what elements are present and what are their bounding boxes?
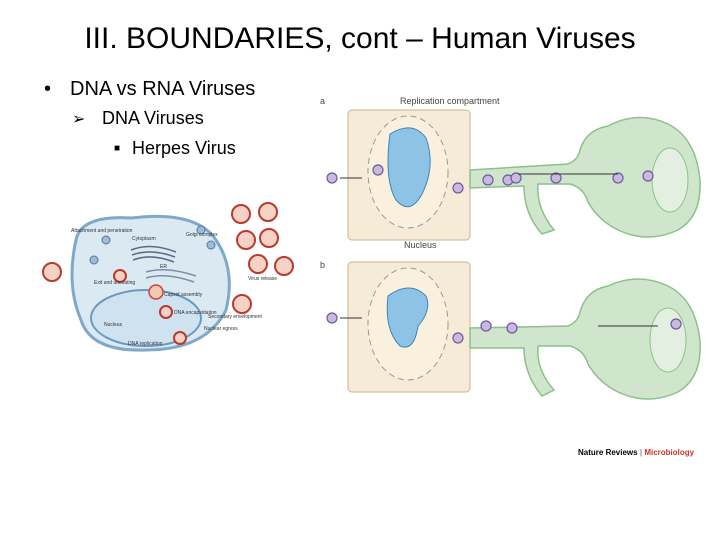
arrow-bullet-icon: ➢ [72, 111, 86, 128]
label-golgi: Golgi complex [186, 232, 218, 238]
capsid-icon [149, 285, 163, 299]
credit-separator: | [639, 448, 643, 457]
label-nuclear-egress: Nuclear egress [204, 326, 238, 332]
credit-journal: Nature Reviews [578, 448, 638, 457]
square-bullet-icon: ■ [114, 143, 121, 154]
bullet-dot-icon: • [44, 78, 52, 100]
slide-title: III. BOUNDARIES, cont – Human Viruses [84, 22, 636, 55]
label-cytoplasm: Cytoplasm [132, 236, 156, 242]
label-dna-encapsidation: DNA encapsidation [174, 310, 217, 316]
figure-credit [578, 448, 694, 457]
label-exit: Exit and uncoating [94, 280, 136, 286]
bullet-level1 [44, 78, 255, 101]
label-nucleus-a: Nucleus [404, 240, 437, 250]
label-dna-replication: DNA replication [128, 341, 163, 347]
bullet-level2 [72, 108, 204, 129]
panel-a-label: a [320, 96, 326, 106]
bullet-level3 [114, 138, 236, 159]
neuron-nucleus-a [652, 148, 688, 212]
label-virus-release: Virus release [248, 276, 278, 282]
label-replication-compartment: Replication compartment [400, 96, 500, 106]
neuron-nucleus-b [650, 308, 686, 372]
label-nucleus: Nucleus [104, 322, 123, 328]
credit-section: Microbiology [644, 448, 695, 457]
bullet-level2-text: DNA Viruses [102, 108, 204, 128]
label-capsid: Capsid assembly [164, 292, 203, 298]
bullet-level1-text: DNA vs RNA Viruses [70, 78, 256, 100]
label-er: ER [160, 264, 167, 270]
label-attachment: Attachment and penetration [71, 228, 133, 234]
bullet-level3-text: Herpes Virus [132, 138, 236, 158]
panel-b-label: b [320, 260, 326, 270]
label-secondary: Secondary envelopment [208, 314, 262, 320]
herpes-replication-diagram [36, 200, 306, 360]
herpes-latency-diagram [318, 90, 708, 410]
